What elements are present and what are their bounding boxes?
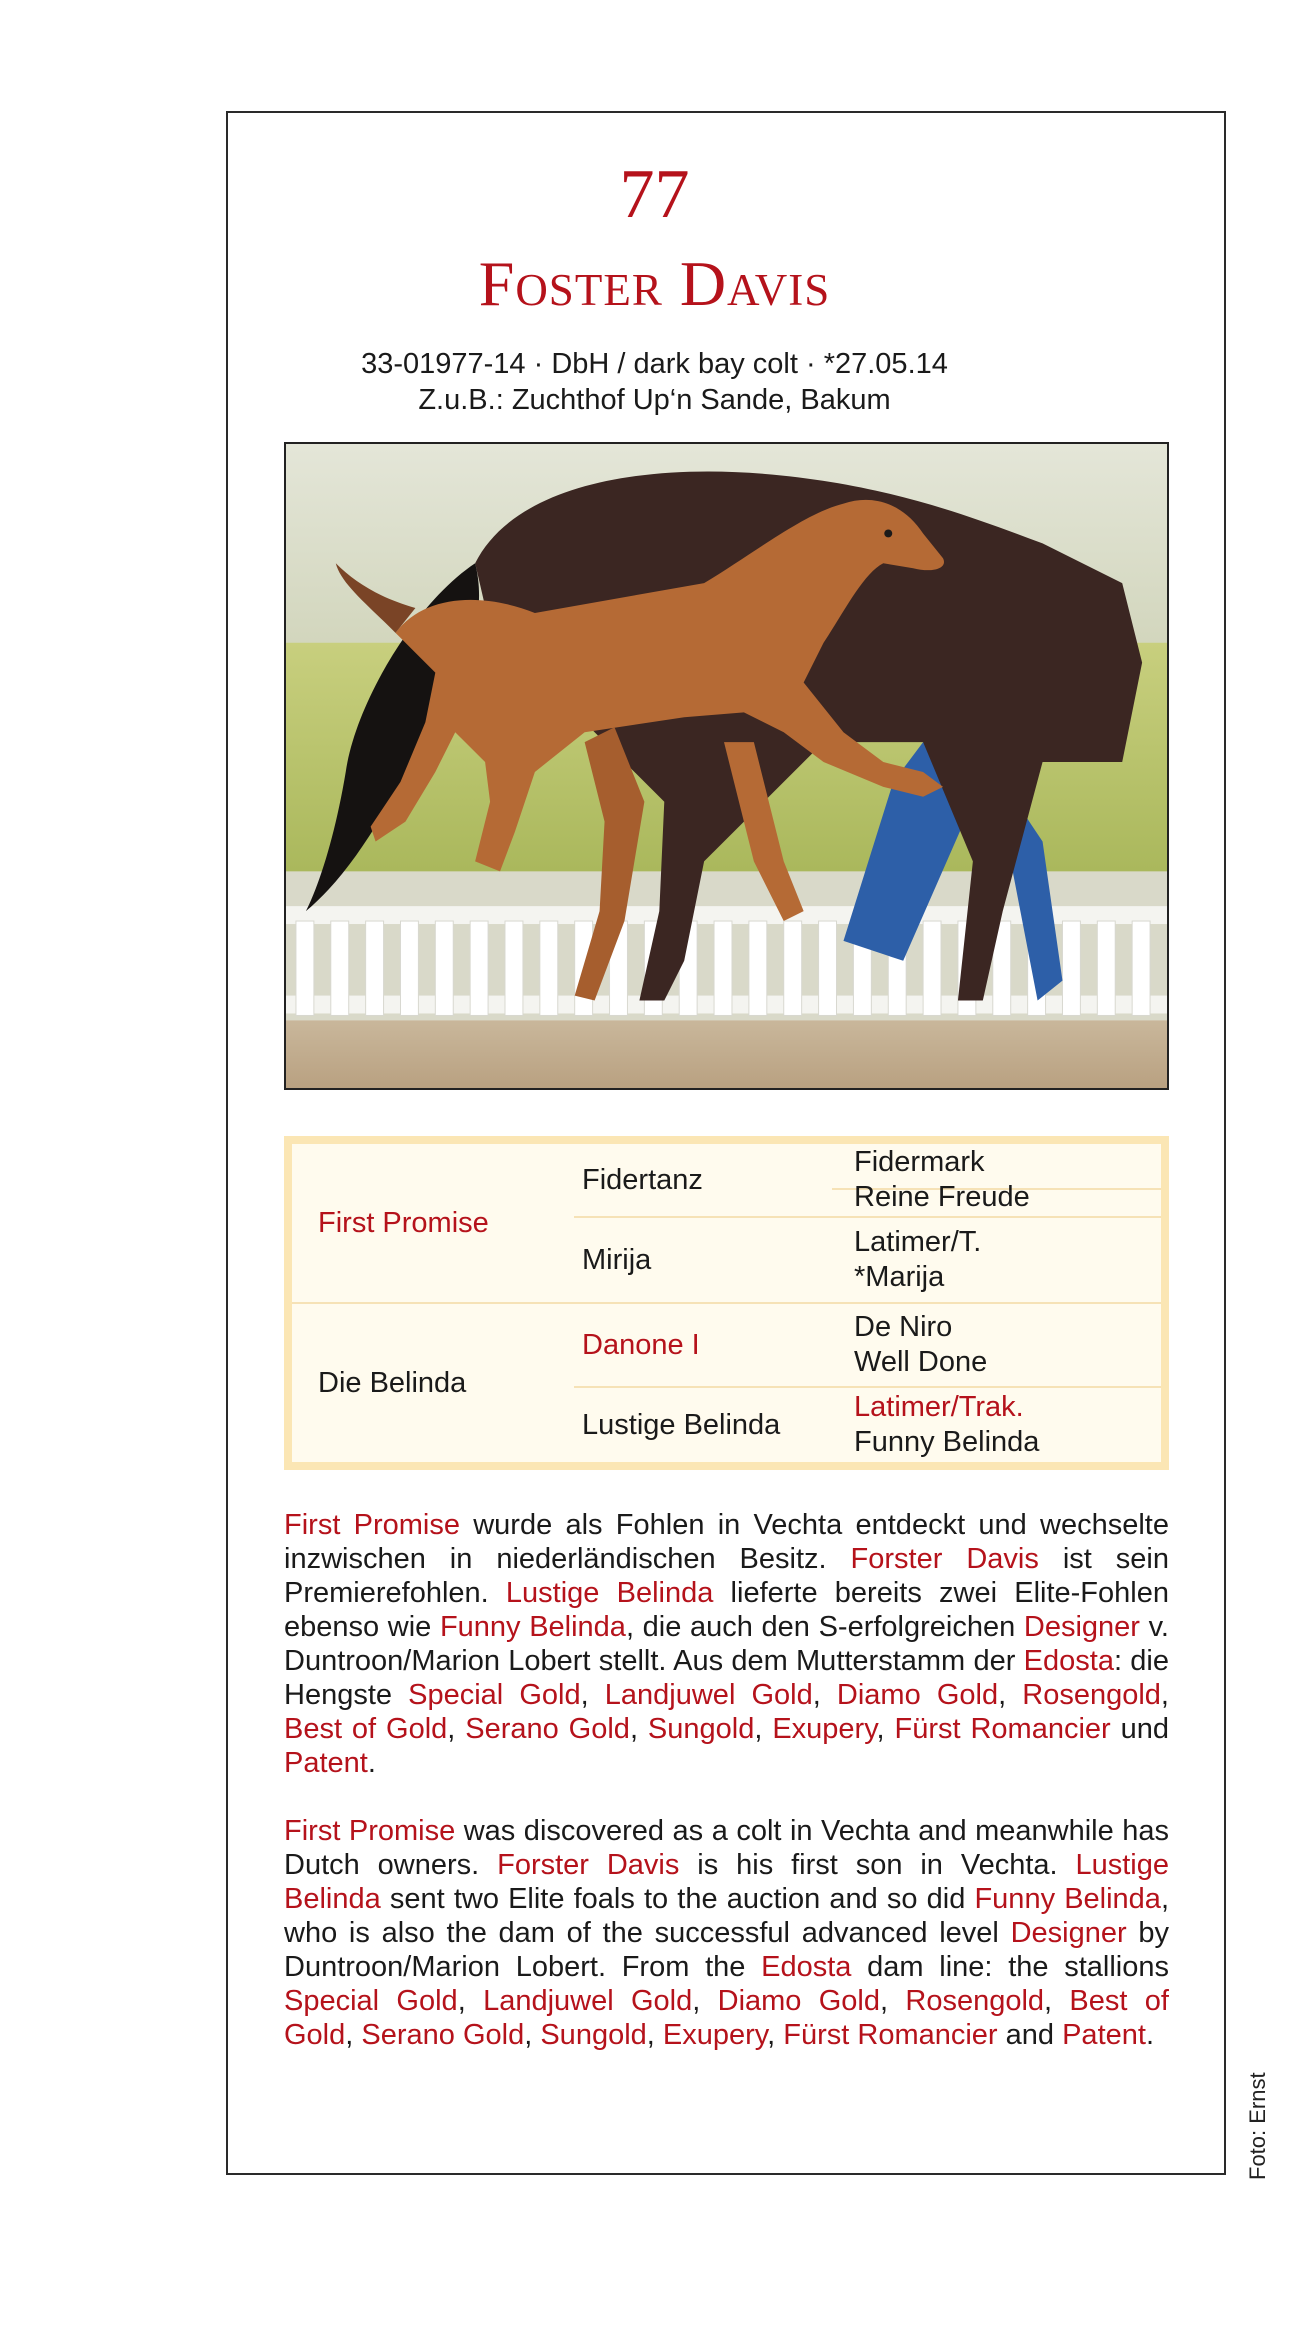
paragraph-text: , [880, 1985, 906, 2017]
pedigree-sire-dam-sire: Latimer/T. [854, 1226, 982, 1258]
paragraph-text: , [345, 2019, 362, 2051]
pedigree-sire-dam-parents [854, 1218, 1154, 1302]
highlighted-name: Serano Gold [361, 2019, 525, 2051]
description-german [284, 1508, 1169, 1780]
highlighted-name: Forster Davis [850, 1543, 1039, 1575]
pedigree-sire-sire-dam: Reine Freude [854, 1181, 1030, 1213]
highlighted-name: Sungold [540, 2019, 647, 2051]
paragraph-text: : die Hengste [284, 1645, 1169, 1711]
highlighted-name: Lustige Belinda [505, 1577, 714, 1609]
paragraph-text: , [447, 1713, 466, 1745]
highlighted-name: Special Gold [408, 1679, 581, 1711]
horse-name: Foster Davis [478, 248, 831, 319]
pedigree-dam-sire: Danone I [582, 1328, 700, 1361]
paragraph-text: , [1160, 1679, 1169, 1711]
highlighted-name: Fürst Romancier [783, 2019, 998, 2051]
paragraph-text: . [367, 1747, 376, 1779]
highlighted-name: Serano Gold [465, 1713, 630, 1745]
horse-details-line1: 33-01977-14 · DbH / dark bay colt · *27.05.14 [361, 348, 948, 380]
paragraph-text: , [580, 1679, 605, 1711]
paragraph-text: is his first son in Vechta. [679, 1849, 1076, 1881]
horse-photo-illustration [286, 444, 1167, 1088]
paragraph-text: and [997, 2019, 1063, 2051]
highlighted-name: Fürst Romancier [894, 1713, 1111, 1745]
breeder-line: Z.u.B.: Zuchthof Up‘n Sande, Bakum [418, 384, 891, 416]
pedigree-dam-dam-parents [854, 1388, 1154, 1462]
paragraph-text: sent two Elite foals to the auction and so did [380, 1883, 975, 1915]
horse-photo [284, 442, 1169, 1090]
highlighted-name: Rosengold [1022, 1679, 1161, 1711]
photo-credit: Foto: Ernst [1245, 2072, 1270, 2180]
pedigree-dam-dam-sire: Latimer/Trak. [854, 1391, 1024, 1423]
pedigree-sire-dam: Mirija [582, 1243, 652, 1276]
paragraph-text: , [767, 2019, 784, 2051]
paragraph-text: , [457, 1985, 484, 2017]
pedigree-table [284, 1136, 1169, 1470]
paragraph-text: . [1145, 2019, 1154, 2051]
highlighted-name: Funny Belinda [974, 1883, 1161, 1915]
highlighted-name: Landjuwel Gold [483, 1985, 693, 2017]
paragraph-text: by Duntroon/Marion Lobert. From the [284, 1917, 1169, 1983]
paragraph-text: , [629, 1713, 648, 1745]
highlighted-name: First Promise [284, 1509, 460, 1541]
pedigree-sire-sire-sire: Fidermark [854, 1146, 985, 1178]
highlighted-name: Designer [1023, 1611, 1140, 1643]
paragraph-text: , [1044, 1985, 1070, 2017]
highlighted-name: Diamo Gold [836, 1679, 999, 1711]
paragraph-text: , [646, 2019, 663, 2051]
paragraph-text: , who is also the dam of the successful advanced level [284, 1883, 1169, 1949]
highlighted-name: Patent [284, 1747, 368, 1779]
pedigree-sire-sire: Fidertanz [582, 1163, 703, 1196]
pedigree-dam-dam-dam: Funny Belinda [854, 1426, 1040, 1458]
highlighted-name: Best of Gold [284, 1713, 448, 1745]
highlighted-name: Best of Gold [284, 1985, 1169, 2051]
pedigree-sire-dam-dam: *Marija [854, 1261, 945, 1293]
paragraph-text: was discovered as a colt in Vechta and meanwhile has Dutch owners. [284, 1815, 1169, 1881]
highlighted-name: Exupery [662, 2019, 768, 2051]
paragraph-text: wurde als Fohlen in Vechta entdeckt und wechselte inzwischen in niederländischen Besitz. [284, 1509, 1169, 1575]
pedigree-dam: Die Belinda [318, 1366, 467, 1399]
highlighted-name: Lustige Belinda [284, 1849, 1169, 1915]
paragraph-text: v. Duntroon/Marion Lobert stellt. Aus dem Mutterstamm der [284, 1611, 1169, 1677]
description-english [284, 1814, 1169, 2052]
paragraph-text: , [692, 1985, 718, 2017]
highlighted-name: Forster Davis [497, 1849, 680, 1881]
highlighted-name: Designer [1010, 1917, 1127, 1949]
pedigree-dam-sire-parents [854, 1304, 1154, 1386]
highlighted-name: Exupery [772, 1713, 877, 1745]
highlighted-name: First Promise [284, 1815, 456, 1847]
paragraph-text: ist sein Premierefohlen. [284, 1543, 1169, 1609]
highlighted-name: Special Gold [284, 1985, 458, 2017]
pedigree-dam-sire-dam: Well Done [854, 1346, 988, 1378]
paragraph-text: , die auch den S-erfolgreichen [625, 1611, 1024, 1643]
paragraph-text: dam line: the stallions [851, 1951, 1169, 1983]
highlighted-name: Patent [1062, 2019, 1146, 2051]
pedigree-dam-sire-sire: De Niro [854, 1311, 953, 1343]
lot-number: 77 [619, 156, 690, 233]
highlighted-name: Landjuwel Gold [604, 1679, 813, 1711]
paragraph-text: , [876, 1713, 895, 1745]
paragraph-text: , [524, 2019, 541, 2051]
highlighted-name: Rosengold [905, 1985, 1045, 2017]
highlighted-name: Edosta [761, 1951, 852, 1983]
paragraph-text: , [998, 1679, 1023, 1711]
pedigree-dam-dam: Lustige Belinda [582, 1408, 781, 1441]
paragraph-text: , [812, 1679, 837, 1711]
paragraph-text: , [754, 1713, 773, 1745]
paragraph-text: lieferte bereits zwei Elite-Fohlen ebenso wie [284, 1577, 1169, 1643]
highlighted-name: Edosta [1023, 1645, 1114, 1677]
highlighted-name: Sungold [647, 1713, 755, 1745]
highlighted-name: Funny Belinda [439, 1611, 626, 1643]
highlighted-name: Diamo Gold [717, 1985, 880, 2017]
paragraph-text: und [1110, 1713, 1169, 1745]
pedigree-sire: First Promise [318, 1206, 489, 1239]
pedigree-sire-sire-parents [854, 1144, 1154, 1216]
